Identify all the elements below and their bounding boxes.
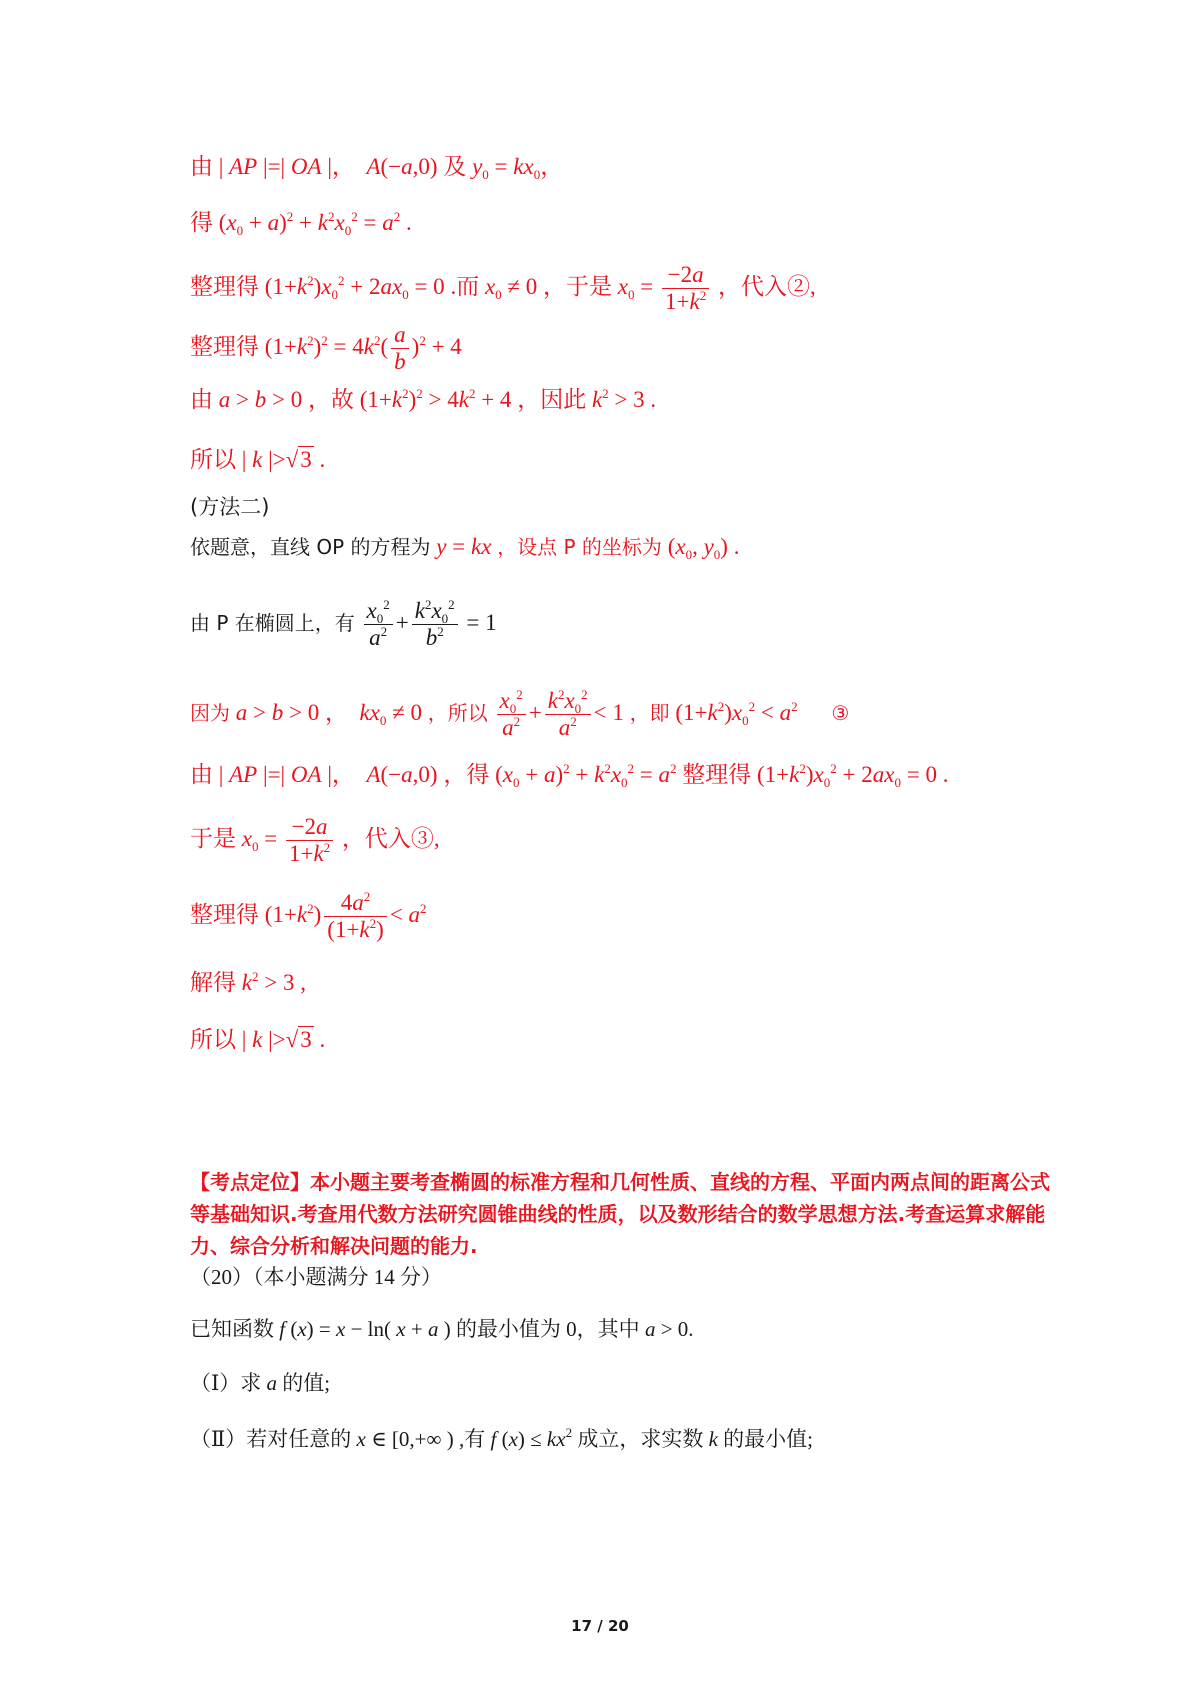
text-yitiyi: 依题意，直线 OP 的方程为 — [190, 535, 431, 559]
text-er: .而 — [450, 273, 480, 299]
problem-20-header: （20）（本小题满分 14 分） — [190, 1265, 442, 1289]
solution-line-10: 因为 a > b > 0 ， $kx_0 \ne 0$ ，所以 $\frac{x_0^2}{a^2}$ + $\frac{k^2x_0^2}{a^2}$ < 1 ，即 $(1+k^2)x_0^2 < a^2$ ③ — [190, 687, 850, 740]
sqrt-3: √3 — [285, 447, 312, 472]
text-suoyi: 所以 — [190, 447, 236, 472]
text-yushi: ，于是 — [543, 273, 613, 299]
fraction-4a2: $\frac{4a^2}{(1+k^2)}$ — [324, 890, 387, 943]
kaodian-note: 【考点定位】本小题主要考查椭圆的标准方程和几何性质、直线的方程、平面内两点间的距离公式等基础知识.考查用代数方法研究圆锥曲线的性质，以及数形结合的数学思想方法.考查运算求解能力、综合分析和解决问题的能力. — [190, 1170, 1050, 1258]
part1-post: 的值; — [282, 1371, 331, 1395]
part2-pre: （Ⅱ）若对任意的 — [190, 1427, 352, 1451]
solution-line-2: 得 $(x_0 + a)^2 + k^2x_0^2 = a^2$ . — [190, 209, 412, 238]
text-de-2: ，得 — [443, 762, 490, 787]
method-two-heading: (方法二) — [190, 495, 270, 519]
problem-20-part2: （Ⅱ）若对任意的 x ∈ [0,+∞ ) ,有 f $(x) \le kx^2$ 成立，求实数 k 的最小值; — [190, 1425, 813, 1451]
text-zhenglide-2: 整理得 — [190, 333, 259, 359]
text-zhenglide-4: 整理得 — [190, 901, 259, 927]
circled-3: ③ — [831, 700, 850, 725]
solution-line-14: 解得 $k^2 > 3$ , — [190, 969, 306, 995]
page-number: 17 / 20 — [571, 1617, 629, 1635]
fraction-x0sq-a2: $\frac{x_0^2}{a^2}$ — [364, 598, 393, 651]
solution-line-8: 依题意，直线 OP 的方程为 y = kx ，设点 P 的坐标为 ($x_0$, $y_0$) . — [190, 534, 740, 562]
text-zaituoyuan: 由 P 在椭圆上，有 — [190, 610, 355, 635]
text-dairu-2: ，代入②, — [717, 273, 816, 299]
text-dairu-3: ，代入③, — [341, 825, 440, 851]
text-yushi-2: 于是 — [190, 825, 236, 851]
solution-line-6: 所以 | k |>√3 . — [190, 445, 325, 475]
solution-line-15: 所以 | k |>√3 . — [190, 1025, 325, 1055]
text-suoyi-2: ，所以 — [427, 700, 488, 725]
solution-line-3: 整理得 $(1+k^2)x_0^2 + 2ax_0 = 0$ .而 $x_0 \ne 0$ ，于是 $x_0$ = $\frac{-2a}{1+k^2}$ ，代入②, — [190, 262, 816, 314]
part2-mid2: 成立，求实数 — [577, 1427, 704, 1451]
solution-line-5: 由 a > b > 0 ，故 $(1+k^2)^2 > 4k^2 + 4$ ，因此 $k^2 > 3$ . — [190, 386, 657, 412]
solution-line-12: 于是 $x_0$ = $\frac{-2a}{1+k^2}$ ，代入③, — [190, 814, 440, 866]
problem-20-part1: （Ⅰ）求 a 的值; — [190, 1371, 331, 1395]
text-ji: 及 — [443, 154, 467, 179]
text-gu: ，故 — [307, 387, 354, 412]
text-zhenglide: 整理得 — [190, 273, 259, 299]
text-shedian: ，设点 P 的坐标为 — [497, 535, 662, 559]
solution-line-1: 由 | AP |=| OA |， A(−a,0) 及 $y_0 = kx_0$， — [190, 154, 564, 182]
stem-pre: 已知函数 — [190, 1317, 274, 1341]
sqrt-3-b: √3 — [285, 1027, 312, 1052]
text-de: 得 — [190, 210, 213, 235]
fraction-k2x0sq-a2: $\frac{k^2x_0^2}{a^2}$ — [545, 688, 591, 741]
text-ji-2: ，即 — [629, 700, 670, 725]
fraction-k2x0sq-b2: $\frac{k^2x_0^2}{b^2}$ — [412, 598, 458, 651]
text-you-2: 由 — [190, 387, 213, 412]
problem-20-stem: 已知函数 f (x) = x − ln( x + a ) 的最小值为 0，其中 a > 0. — [190, 1317, 694, 1341]
text-you-3: 由 — [190, 762, 213, 787]
stem-mid: 的最小值为 0，其中 — [455, 1317, 640, 1341]
part2-post: 的最小值; — [723, 1427, 813, 1451]
fraction-x0sq-a2-b: $\frac{x_0^2}{a^2}$ — [497, 688, 526, 741]
solution-line-11: 由 | AP |=| OA |， A(−a,0) ，得 $(x_0 + a)^2 + k^2x_0^2 = a^2$ 整理得 $(1+k^2)x_0^2 + 2ax_0 = 0$ . — [190, 761, 949, 790]
solution-line-9: 由 P 在椭圆上，有 $\frac{x_0^2}{a^2}$ + $\frac{k^2x_0^2}{b^2}$ = 1 — [190, 597, 497, 650]
text-you: 由 — [190, 154, 213, 179]
solution-line-13: 整理得 $(1+k^2)$ $\frac{4a^2}{(1+k^2)}$ < $a^2$ — [190, 889, 427, 942]
solution-line-4: 整理得 $(1+k^2)^2 = 4k^2$( $\frac{a}{b}$ )$^2$ + 4 — [190, 322, 462, 374]
part1-pre: （Ⅰ）求 — [190, 1371, 262, 1395]
text-zhenglide-3: 整理得 — [682, 762, 752, 787]
text-yinci: ，因此 — [517, 387, 587, 412]
text-suoyi-3: 所以 — [190, 1027, 236, 1052]
text-jiede: 解得 — [190, 970, 236, 995]
part2-mid: ,有 — [458, 1427, 486, 1451]
text-yinwei: 因为 — [190, 700, 230, 725]
fraction-a-over-b: $\frac{a}{b}$ — [391, 322, 409, 375]
fraction-x0: $\frac{-2a}{1+k^2}$ — [662, 262, 709, 315]
fraction-x0-b: $\frac{-2a}{1+k^2}$ — [286, 814, 333, 867]
